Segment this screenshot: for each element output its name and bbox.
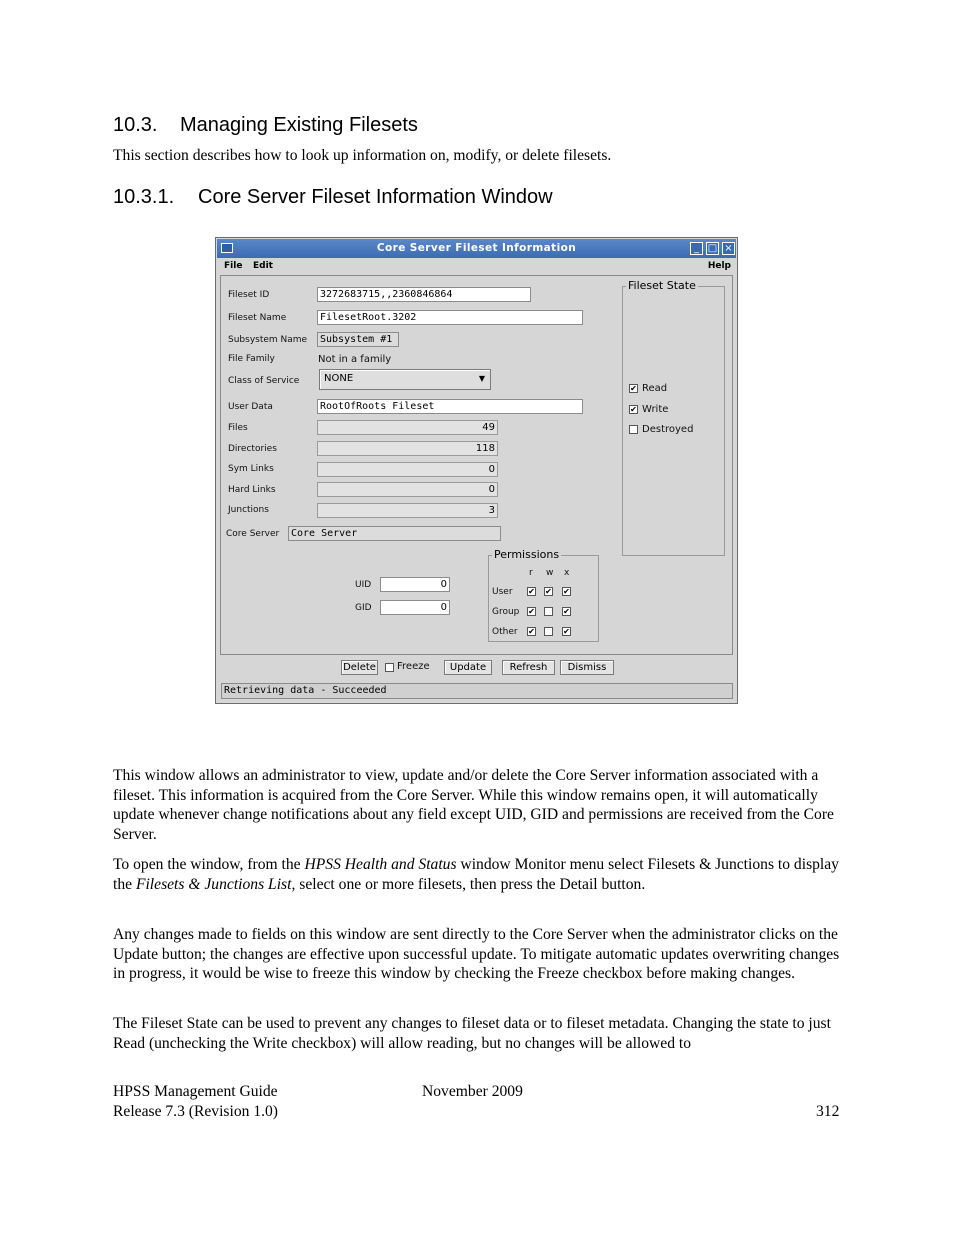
- perm-row-other-label: Other: [492, 627, 518, 637]
- footer-guide: HPSS Management Guide: [113, 1083, 278, 1100]
- file-family-label: File Family: [228, 354, 275, 364]
- fileset-name-field[interactable]: FilesetRoot.3202: [317, 310, 583, 325]
- paragraph-2-text-c: select one or more filesets, then press the Detail button.: [295, 875, 646, 893]
- freeze-label: Freeze: [397, 661, 430, 672]
- class-of-service-value: NONE: [324, 373, 354, 384]
- subsystem-name-label: Subsystem Name: [228, 335, 308, 345]
- menu-edit[interactable]: Edit: [253, 261, 273, 271]
- gid-label: GID: [355, 603, 372, 613]
- read-checkbox[interactable]: ✔: [630, 384, 637, 393]
- subsection-heading: [113, 186, 553, 209]
- fileset-info-window: [215, 237, 738, 704]
- junctions-value: 3: [317, 503, 498, 518]
- section-number: 10.3.: [113, 114, 158, 136]
- footer-date: November 2009: [422, 1083, 523, 1100]
- fileset-id-label: Fileset ID: [228, 290, 270, 300]
- section-heading: [113, 114, 418, 137]
- files-value: 49: [317, 420, 498, 435]
- subsection-number: 10.3.1.: [113, 186, 175, 208]
- uid-label: UID: [355, 580, 372, 590]
- directories-label: Directories: [228, 444, 277, 454]
- core-server-label: Core Server: [226, 529, 280, 539]
- footer-page-number: 312: [816, 1103, 840, 1120]
- close-icon[interactable]: ×: [722, 242, 735, 255]
- refresh-button[interactable]: Refresh: [502, 660, 555, 675]
- menu-bar: [219, 259, 734, 274]
- destroyed-label: Destroyed: [642, 424, 694, 435]
- perm-row-group-label: Group: [492, 607, 520, 617]
- perm-group-w-checkbox[interactable]: [544, 607, 553, 616]
- perm-col-x: x: [564, 568, 570, 578]
- fileset-state-title: Fileset State: [628, 279, 696, 292]
- perm-group-x-checkbox[interactable]: ✔: [563, 607, 570, 616]
- junctions-label: Junctions: [228, 505, 269, 515]
- perm-other-x-checkbox[interactable]: ✔: [563, 627, 570, 636]
- maximize-icon[interactable]: □: [707, 243, 718, 254]
- paragraph-2-text-b: window Monitor menu select Filesets & Junctions to display the: [113, 856, 839, 893]
- perm-user-x-checkbox[interactable]: ✔: [563, 587, 570, 596]
- perm-user-w-checkbox[interactable]: ✔: [545, 587, 552, 596]
- paragraph-2-emphasis-1: HPSS Health and Status: [304, 856, 457, 873]
- perm-row-user-label: User: [492, 587, 513, 597]
- user-data-field[interactable]: RootOfRoots Fileset: [317, 399, 583, 414]
- fileset-id-field[interactable]: 3272683715,,2360846864: [317, 287, 531, 302]
- main-panel: [220, 275, 733, 655]
- perm-other-r-checkbox[interactable]: ✔: [528, 627, 535, 636]
- gid-field[interactable]: 0: [380, 600, 450, 615]
- file-family-value: Not in a family: [318, 354, 392, 365]
- perm-col-w: w: [546, 568, 554, 578]
- perm-col-r: r: [529, 568, 533, 578]
- section-title: Managing Existing Filesets: [180, 114, 418, 136]
- menu-file[interactable]: File: [224, 261, 243, 271]
- destroyed-checkbox[interactable]: [629, 425, 638, 434]
- sym-links-value: 0: [317, 462, 498, 477]
- directories-value: 118: [317, 441, 498, 456]
- paragraph-3: Any changes made to fields on this window are sent directly to the Core Server when the administrator clicks on the Update button; the changes are effective upon successful update. To mitigate automatic updates overwriting changes in progress, it would be wise to freeze this window by checking the Freeze checkbox before making changes.: [113, 926, 840, 983]
- intro-paragraph: This section describes how to look up information on, modify, or delete filesets.: [113, 147, 612, 164]
- paragraph-2-emphasis-2: Filesets & Junctions List,: [135, 875, 296, 893]
- class-of-service-label: Class of Service: [228, 376, 300, 386]
- minimize-icon[interactable]: _: [690, 242, 703, 255]
- perm-group-r-checkbox[interactable]: ✔: [528, 607, 535, 616]
- paragraph-2-text-a: To open the window, from the: [113, 856, 305, 873]
- title-bar: [217, 239, 736, 258]
- subsystem-name-field: Subsystem #1: [317, 332, 399, 347]
- write-checkbox[interactable]: ✔: [630, 405, 637, 414]
- chevron-down-icon: ▼: [478, 374, 485, 383]
- subsection-title: Core Server Fileset Information Window: [198, 186, 553, 208]
- fileset-state-group: [622, 279, 725, 556]
- dismiss-button[interactable]: Dismiss: [560, 660, 614, 675]
- read-label: Read: [642, 383, 668, 394]
- fileset-name-label: Fileset Name: [228, 313, 287, 323]
- footer-release: Release 7.3 (Revision 1.0): [113, 1103, 278, 1120]
- update-button[interactable]: Update: [444, 660, 492, 675]
- menu-help[interactable]: Help: [707, 261, 731, 271]
- freeze-checkbox[interactable]: [385, 663, 394, 672]
- paragraph-1: This window allows an administrator to view, update and/or delete the Core Server information associated with a fileset. This information is acquired from the Core Server. While this window remains open, it will automatically update whenever change notifications about any field except UID, GID and permissions are received from the Core Server.: [113, 767, 834, 843]
- sym-links-label: Sym Links: [228, 464, 274, 474]
- permissions-title: Permissions: [494, 548, 560, 561]
- user-data-label: User Data: [228, 402, 273, 412]
- files-label: Files: [228, 423, 248, 433]
- permissions-group: [488, 548, 599, 642]
- status-bar: Retrieving data - Succeeded: [221, 683, 733, 699]
- perm-user-r-checkbox[interactable]: ✔: [528, 587, 535, 596]
- write-label: Write: [642, 404, 669, 415]
- class-of-service-select[interactable]: [319, 369, 491, 390]
- hard-links-value: 0: [317, 482, 498, 497]
- window-title: Core Server Fileset Information: [376, 242, 577, 254]
- perm-other-w-checkbox[interactable]: [544, 627, 553, 636]
- delete-button[interactable]: Delete: [341, 660, 378, 675]
- paragraph-4: The Fileset State can be used to prevent any changes to fileset data or to fileset metadata. Changing the state to just Read (unchecking the Write checkbox) will allow reading, but no changes will be allowed to: [113, 1015, 831, 1052]
- paragraph-2: [113, 855, 843, 894]
- hard-links-label: Hard Links: [228, 485, 276, 495]
- uid-field[interactable]: 0: [380, 577, 450, 592]
- core-server-field: Core Server: [288, 526, 501, 541]
